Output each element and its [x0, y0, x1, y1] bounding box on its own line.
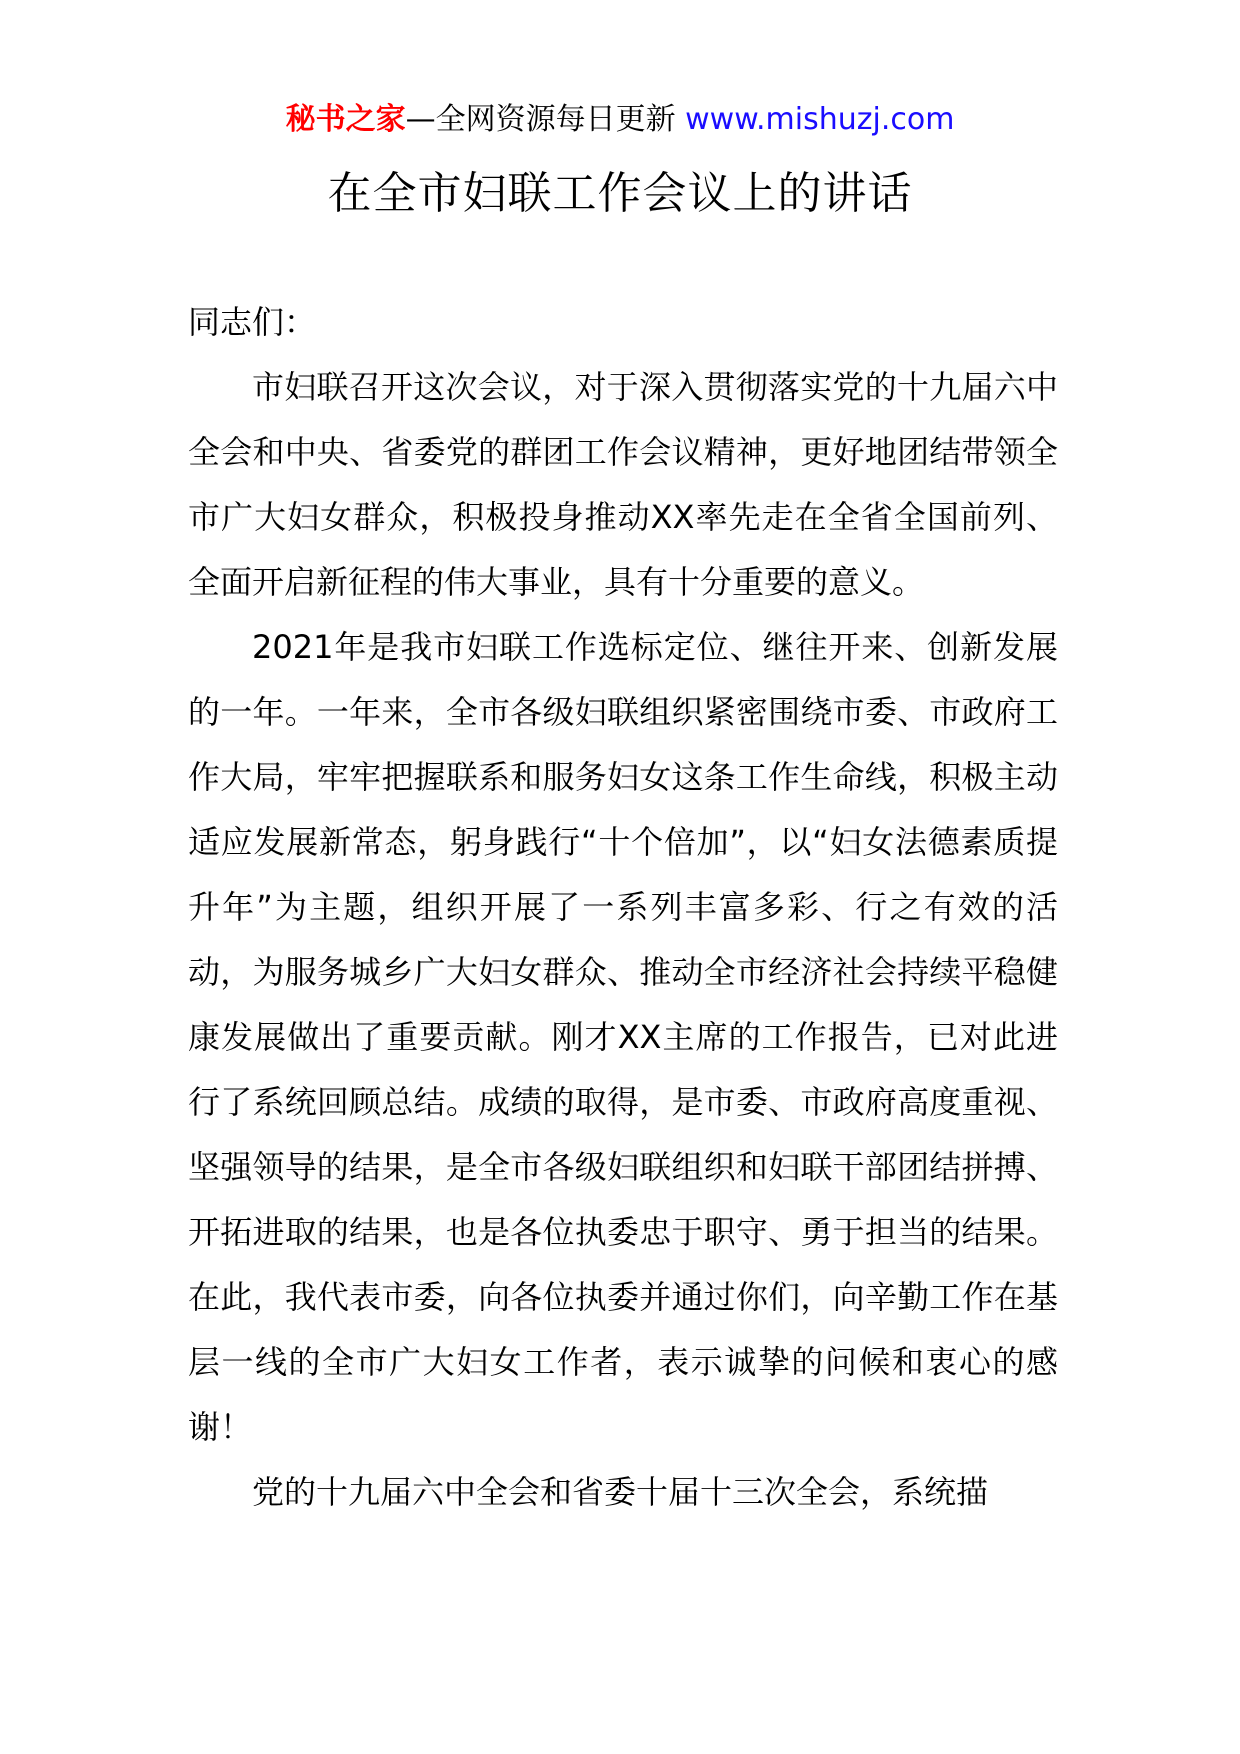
banner-tagline: —全网资源每日更新 [405, 102, 676, 137]
salutation: 同志们： [188, 303, 317, 341]
document-body [188, 290, 1058, 1525]
site-banner [0, 100, 1240, 140]
document-title: 在全市妇联工作会议上的讲话 [327, 168, 913, 219]
brand-name: 秘书之家 [285, 102, 406, 137]
body-paragraph: 党的十九届六中全会和省委十届十三次全会，系统描 [252, 1473, 989, 1511]
body-paragraph: 市妇联召开这次会议，对于深入贯彻落实党的十九届六中全会和中央、省委党的群团工作会议精神，更好地团结带领全市广大妇女群众，积极投身推动XX率先走在全省全国前列、全面开启新征程的伟大事业，具有十分重要的意义。 [188, 368, 1058, 601]
body-paragraph: 2021年是我市妇联工作选标定位、继往开来、创新发展的一年。一年来，全市各级妇联组织紧密围绕市委、市政府工作大局，牢牢把握联系和服务妇女这条工作生命线，积极主动适应发展新常态，躬身践行“十个倍加”，以“妇女法德素质提升年”为主题，组织开展了一系列丰富多彩、行之有效的活动，为服务城乡广大妇女群众、推动全市经济社会持续平稳健康发展做出了重要贡献。刚才XX主席的工作报告，已对此进行了系统回顾总结。成绩的取得，是市委、市政府高度重视、坚强领导的结果，是全市各级妇联组织和妇联干部团结拼搏、开拓进取的结果，也是各位执委忠于职守、勇于担当的结果。在此，我代表市委，向各位执委并通过你们，向辛勤工作在基层一线的全市广大妇女工作者，表示诚挚的问候和衷心的感谢！ [188, 628, 1058, 1446]
site-url-link[interactable]: www.mishuzj.com [685, 102, 955, 137]
